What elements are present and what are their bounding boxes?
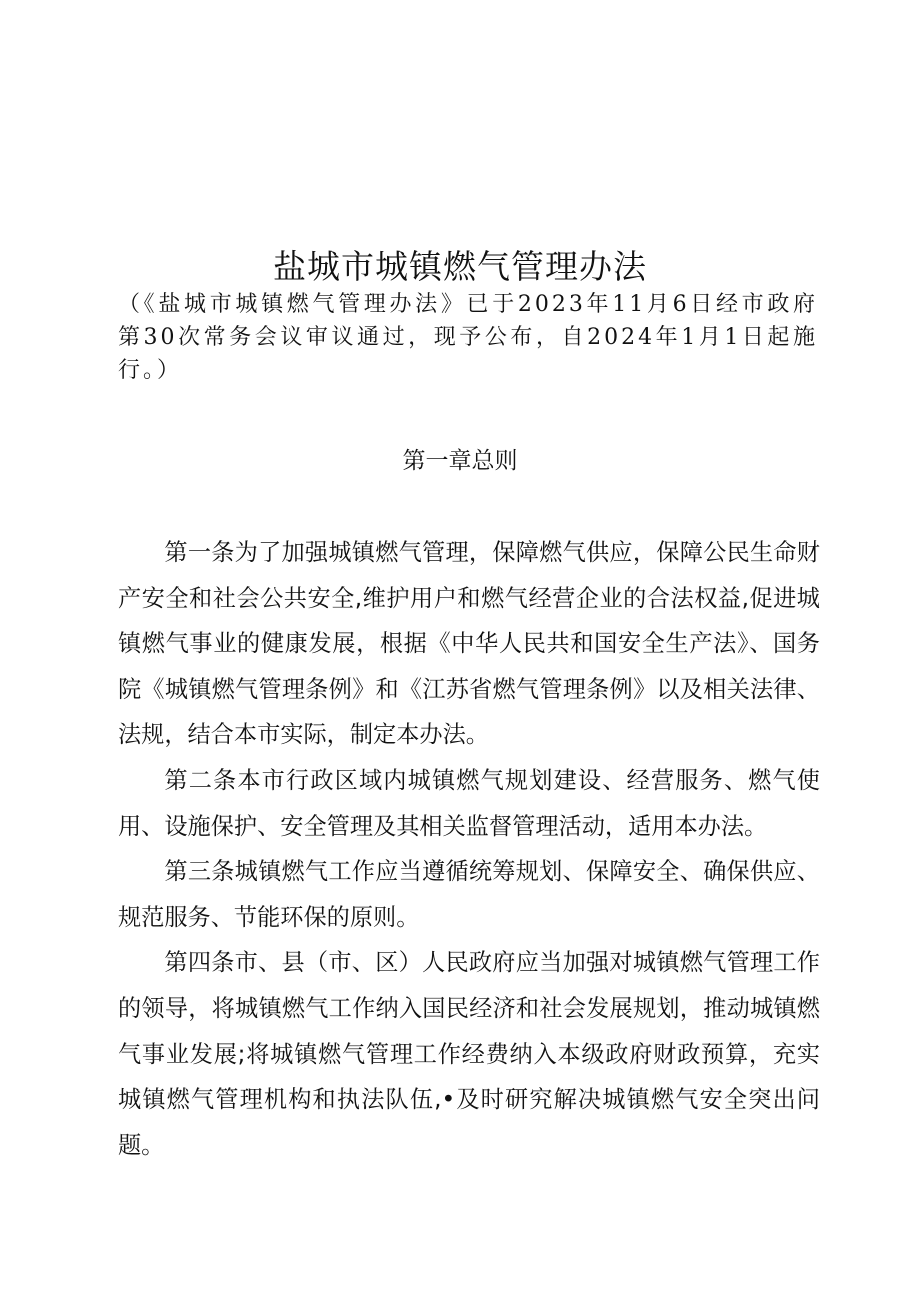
article-2: 第二条本市行政区域内城镇燃气规划建设、经营服务、燃气使用、设施保护、安全管理及其相关监督管理活动，适用本办法。 (118, 766, 820, 840)
article-3: 第三条城镇燃气工作应当遵循统筹规划、保障安全、确保供应、规范服务、节能环保的原则。 (118, 858, 820, 931)
chapter-title: 第一章总则 (402, 448, 518, 474)
document-title: 盐城市城镇燃气管理办法 (273, 247, 647, 286)
article-4: 第四条市、县（市、区）人民政府应当加强对城镇燃气管理工作的领导，将城镇燃气工作纳入国民经济和社会发展规划，推动城镇燃气事业发展;将城镇燃气管理工作经费纳入本级政府财政预算，充实城镇燃气管理机构和执法队伍,•及时研究解决城镇燃气安全突出问题。 (118, 949, 820, 1159)
article-list (118, 530, 820, 1168)
article-1: 第一条为了加强城镇燃气管理，保障燃气供应，保障公民生命财产安全和社会公共安全,维护用户和燃气经营企业的合法权益,促进城镇燃气事业的健康发展，根据《中华人民共和国安全生产法》、国务院《城镇燃气管理条例》和《江苏省燃气管理条例》以及相关法律、法规，结合本市实际，制定本办法。 (118, 539, 820, 749)
promulgation-note: （《盐城市城镇燃气管理办法》已于2023年11月6日经市政府第30次常务会议审议通过，现予公布，自2024年1月1日起施行。） (118, 292, 818, 383)
